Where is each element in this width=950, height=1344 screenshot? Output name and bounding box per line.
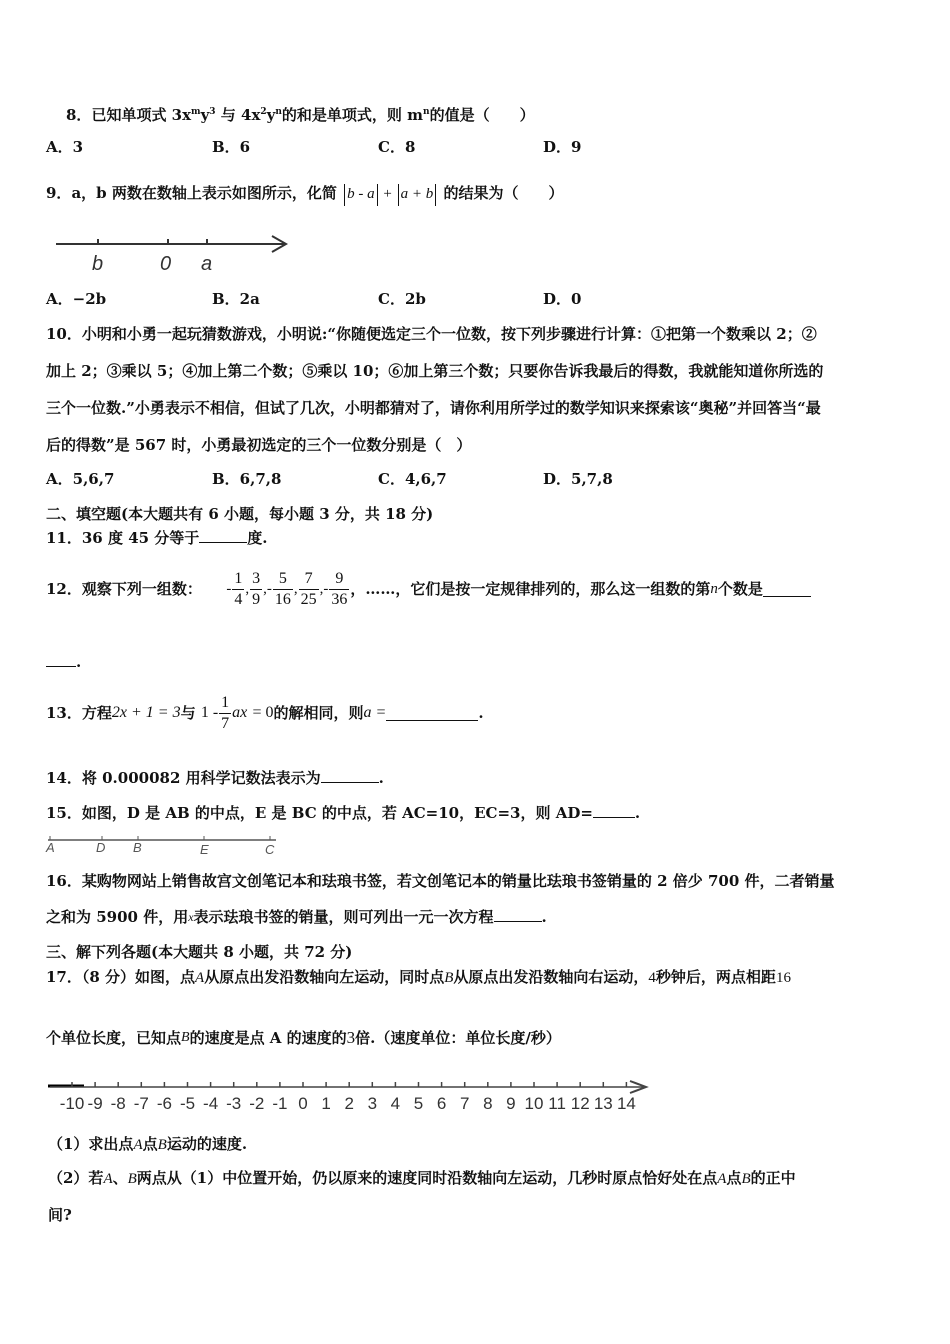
q10-option-b[interactable]: B．6,7,8 <box>212 470 282 488</box>
q9-option-a[interactable]: A．−2b <box>46 290 107 308</box>
q9-stem: 9．a，b 两数在数轴上表示如图所示，化简 b - a + a + b 的结果为（ ） <box>46 183 563 206</box>
q10-line2: 加上 2；③乘以 5；④加上第二个数；⑤乘以 10；⑥加上第三个数；只要你告诉我最后的得数，我就能知道你所选的 <box>46 362 824 380</box>
tick-label: -4 <box>203 1094 219 1113</box>
tick-label: -10 <box>59 1094 85 1113</box>
tick-label: 2 <box>344 1094 354 1113</box>
tick-label: 9 <box>506 1094 516 1113</box>
q8-option-d[interactable]: D．9 <box>543 138 582 156</box>
axis-label-b: b <box>92 253 104 275</box>
abs-expression: b - a + a + b <box>342 186 438 202</box>
tick-label: 11 <box>548 1094 566 1113</box>
tick-label: -9 <box>87 1094 103 1113</box>
q10-option-d[interactable]: D．5,7,8 <box>543 470 613 488</box>
section-2-heading: 二、填空题(本大题共有 6 小题，每小题 3 分，共 18 分) <box>46 505 434 523</box>
q8-option-b[interactable]: B．6 <box>212 138 251 156</box>
fraction-5: $\frac{9}{36}$ <box>331 569 348 608</box>
fraction-1: $\frac{1}{4}$ <box>234 569 243 608</box>
tick-label: 0 <box>298 1094 308 1113</box>
fraction-4: $\frac{7}{25}$ <box>300 569 317 608</box>
q17-line2: 个单位长度，已知点B的速度是点 A 的速度的3倍.（速度单位：单位长度/秒） <box>46 1028 561 1047</box>
q12-answer-blank-2[interactable] <box>46 652 76 667</box>
tick-label: -2 <box>249 1094 265 1113</box>
q8-option-a[interactable]: A．3 <box>46 138 84 156</box>
q10-line1: 10．小明和小勇一起玩猜数游戏，小明说:“你随便选定三个一位数，按下列步骤进行计算：①把第一个数乘以 2；② <box>46 325 817 343</box>
q15-answer-blank[interactable] <box>593 803 635 818</box>
fraction-3: $\frac{5}{16}$ <box>274 569 291 608</box>
q13-fraction: $\frac{1}{7}$ <box>221 693 230 732</box>
tick-label: 8 <box>483 1094 493 1113</box>
point-label-c: C <box>265 842 275 857</box>
tick-label: -7 <box>133 1094 149 1113</box>
point-label-b: B <box>133 840 142 855</box>
tick-label: 6 <box>436 1094 447 1113</box>
q15: 15．如图，D 是 AB 的中点，E 是 BC 的中点，若 AC=10，EC=3，则 AD= . <box>46 804 641 822</box>
tick-label: 10 <box>524 1094 544 1113</box>
q12: 12．观察下列一组数： - $\frac{1}{4}$ , $\frac{3}{9}$ ,- $\frac{5}{16}$ , $\frac{7}{25}$ ,- $\frac{9}{36}$ ，……，它们是按一定规律排列的，那么这一组数的第n个数是 <box>46 566 811 611</box>
section-3-heading: 三、解下列各题(本大题共 8 小题，共 72 分) <box>46 943 353 961</box>
tick-label: 3 <box>367 1094 378 1113</box>
tick-label: -6 <box>156 1094 172 1113</box>
q17-number-line <box>48 1078 668 1124</box>
tick-label: -1 <box>272 1094 288 1113</box>
q15-segment-figure <box>44 832 284 864</box>
q10-line4: 后的得数”是 567 时，小勇最初选定的三个一位数分别是（ ） <box>46 436 472 454</box>
point-label-d: D <box>96 840 106 855</box>
q17-part2: （2）若A、B两点从（1）中位置开始，仍以原来的速度同时沿数轴向左运动，几秒时原点恰好处在点A点B的正中 <box>48 1169 796 1187</box>
tick-label: 12 <box>570 1094 590 1113</box>
q16-line2: 之和为 5900 件，用$^x$表示珐琅书签的销量，则可列出一元一次方程 . <box>46 908 547 926</box>
q13: 13．方程2x + 1 = 3与 1 - $\frac{1}{7}$ ax = 0的解相同，则a = . <box>46 693 484 732</box>
q8-option-c[interactable]: C．8 <box>378 138 416 156</box>
q17-line1: 17．（8 分）如图，点A从原点出发沿数轴向左运动，同时点B从原点出发沿数轴向右运动，4秒钟后，两点相距16 <box>46 968 791 986</box>
q17-part2-cont: 间? <box>48 1206 72 1224</box>
axis-label-a: a <box>201 253 213 275</box>
point-label-a: A <box>46 840 55 855</box>
q9-number-line <box>50 230 310 280</box>
tick-label: 5 <box>413 1094 424 1113</box>
tick-label: 4 <box>390 1094 401 1113</box>
q11-answer-blank[interactable] <box>199 528 247 543</box>
q11: 11．36 度 45 分等于 度. <box>46 529 268 547</box>
q12-continuation: . <box>46 652 81 672</box>
q17-part1: （1）求出点A点B运动的速度. <box>48 1135 248 1153</box>
q10-line3: 三个一位数.”小勇表示不相信，但试了几次，小明都猜对了，请你利用所学过的数学知识来探索该“奥秘”并回答当“最 <box>46 399 821 417</box>
tick-label: -5 <box>179 1094 196 1113</box>
tick-label: 7 <box>459 1094 470 1113</box>
tick-label: 1 <box>321 1094 331 1113</box>
q9-option-c[interactable]: C．2b <box>378 290 426 308</box>
q9-option-b[interactable]: B．2a <box>212 290 260 308</box>
q10-option-a[interactable]: A．5,6,7 <box>46 470 115 488</box>
q14-answer-blank[interactable] <box>321 768 379 783</box>
q9-option-d[interactable]: D．0 <box>543 290 582 308</box>
axis-label-0: 0 <box>160 253 172 275</box>
q16-answer-blank[interactable] <box>494 907 542 922</box>
tick-label: 13 <box>593 1094 613 1113</box>
q14: 14．将 0.000082 用科学记数法表示为 . <box>46 769 384 787</box>
q8-stem: 8．已知单项式 $3x^my^3$ 与 $4x^2y^n$的和是单项式，则 $m^n$的值是（ ） <box>66 106 535 124</box>
q13-answer-blank[interactable] <box>386 706 478 721</box>
q16-line1: 16．某购物网站上销售故宫文创笔记本和珐琅书签，若文创笔记本的销量比珐琅书签销量的 2 倍少 700 件，二者销量 <box>46 872 835 890</box>
point-label-e: E <box>200 842 209 857</box>
tick-label: -3 <box>226 1094 242 1113</box>
tick-label: -8 <box>110 1094 126 1113</box>
q12-answer-blank-1[interactable] <box>763 582 811 597</box>
q10-option-c[interactable]: C．4,6,7 <box>378 470 447 488</box>
tick-label: 14 <box>616 1094 636 1113</box>
fraction-2: $\frac{3}{9}$ <box>252 569 261 608</box>
